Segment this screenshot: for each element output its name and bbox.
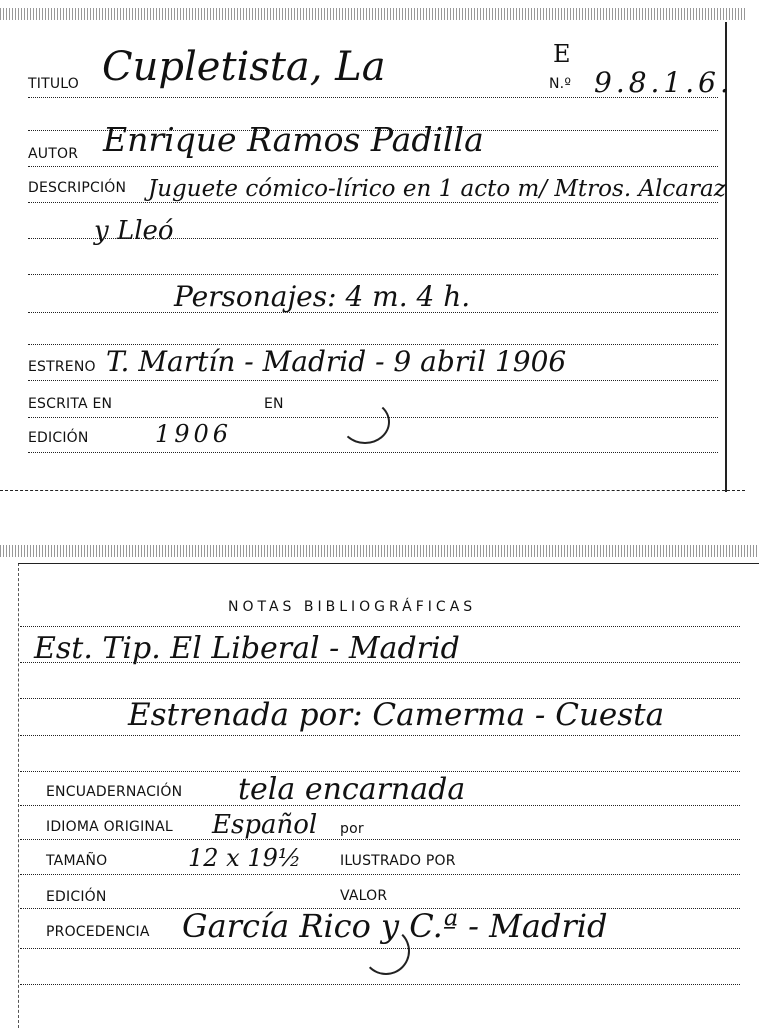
illustrated-by-label: ILUSTRADO POR [340,853,456,869]
stamp-mark-bottom [362,927,410,975]
edition-value: 1906 [155,420,233,448]
card-top-edge [0,8,745,20]
title-value: Cupletista, La [102,44,386,90]
card-bottom-edge [0,490,745,491]
binding-label: ENCUADERNACIÓN [46,784,183,800]
premiere-value: T. Martín - Madrid - 9 abril 1906 [106,345,567,378]
description-line [28,202,718,203]
author-label: AUTOR [28,146,79,162]
characters-line [28,312,718,313]
size-value: 12 x 19½ [188,844,302,872]
size-line [20,874,740,875]
blank-line-bottom [20,984,740,985]
note-2: Estrenada por: Camerma - Cuesta [128,697,665,733]
card-inner-top [18,563,759,564]
description-line-2 [28,238,718,239]
by-label: por [340,821,364,837]
catalog-card-bottom [0,535,759,1028]
stamp-mark [340,400,390,444]
catalog-mark: E [553,40,571,68]
title-label: TITULO [28,76,79,92]
note-line-4 [20,735,740,736]
edition-label-bottom: EDICIÓN [46,889,107,905]
original-language-label: IDIOMA ORIGINAL [46,819,173,835]
provenance-label: PROCEDENCIA [46,924,150,940]
note-1: Est. Tip. El Liberal - Madrid [34,631,460,666]
binding-value: tela encarnada [238,772,466,807]
note-line-1 [20,626,740,627]
number-label: N.º [549,76,572,92]
size-label: TAMAÑO [46,853,108,869]
note-line-2 [20,662,740,663]
card-left-border [18,563,19,1028]
original-language-value: Español [212,810,318,840]
original-language-line [20,839,740,840]
author-line [28,166,718,167]
premiere-label: ESTRENO [28,359,96,375]
written-in-label: ESCRITA EN [28,396,113,412]
edition-label: EDICIÓN [28,430,89,446]
value-label: VALOR [340,888,388,904]
author-value: Enrique Ramos Padilla [103,120,484,159]
description-label: DESCRIPCIÓN [28,180,127,196]
title-line [28,97,718,98]
blank-line-2 [28,274,718,275]
characters-value: Personajes: 4 m. 4 h. [174,280,471,313]
in-label: EN [264,396,284,412]
notes-heading: NOTAS BIBLIOGRÁFICAS [228,599,477,615]
card-top-edge-bottom [0,545,759,557]
provenance-value: García Rico y C.ª - Madrid [182,907,608,945]
description-value: Juguete cómico-lírico en 1 acto m/ Mtros. Alcaraz [148,176,726,202]
provenance-line [20,948,740,949]
premiere-line [28,380,718,381]
edition-line [28,452,718,453]
number-value: 9.8.1.6. [594,66,733,99]
catalog-card-top [0,0,759,495]
description-value-continued: y Lleó [94,216,174,246]
binding-line [20,805,740,806]
